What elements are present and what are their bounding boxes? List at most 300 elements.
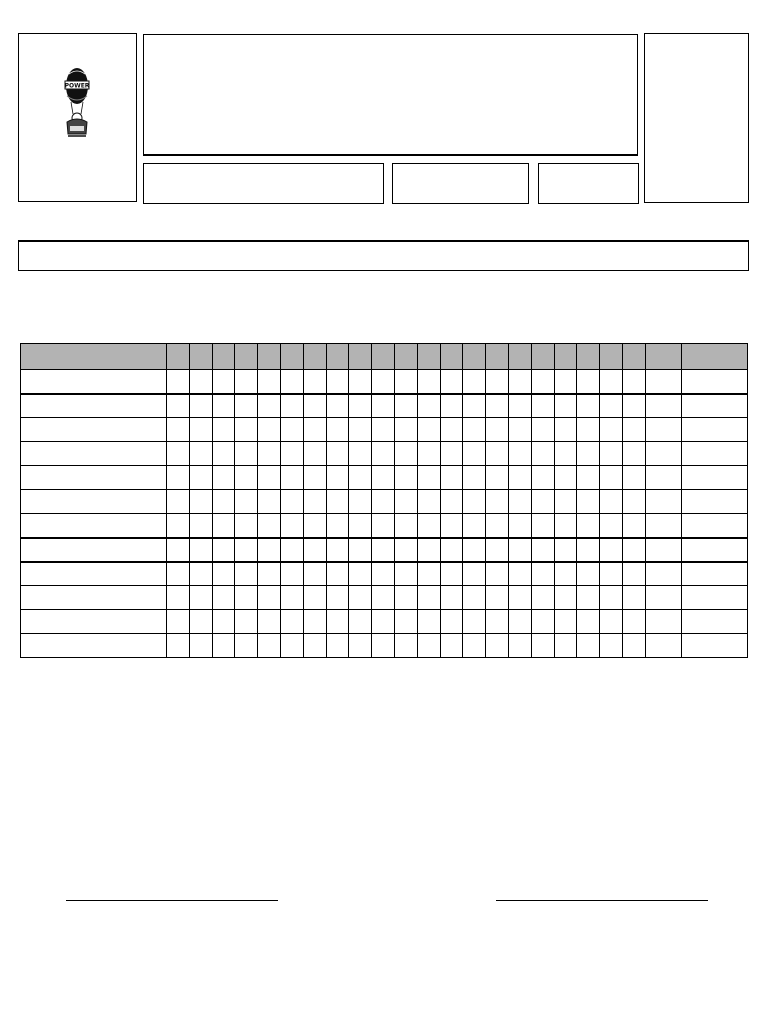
- table-cell[interactable]: [417, 394, 440, 418]
- table-cell[interactable]: [440, 610, 463, 634]
- table-cell[interactable]: [212, 586, 235, 610]
- table-cell[interactable]: [349, 586, 372, 610]
- table-cell[interactable]: [189, 370, 212, 394]
- table-cell[interactable]: [531, 610, 554, 634]
- table-cell[interactable]: [554, 418, 577, 442]
- table-cell[interactable]: [554, 634, 577, 658]
- table-cell[interactable]: [303, 418, 326, 442]
- table-cell[interactable]: [372, 514, 395, 538]
- table-cell[interactable]: [372, 442, 395, 466]
- table-cell[interactable]: [417, 490, 440, 514]
- table-cell[interactable]: [349, 442, 372, 466]
- row-label-cell[interactable]: [21, 562, 167, 586]
- table-cell[interactable]: [212, 394, 235, 418]
- table-cell[interactable]: [212, 634, 235, 658]
- table-cell[interactable]: [394, 370, 417, 394]
- table-cell[interactable]: [189, 442, 212, 466]
- table-cell[interactable]: [508, 370, 531, 394]
- table-cell[interactable]: [326, 442, 349, 466]
- table-cell[interactable]: [280, 610, 303, 634]
- table-cell[interactable]: [417, 610, 440, 634]
- table-cell[interactable]: [258, 562, 281, 586]
- table-cell[interactable]: [531, 514, 554, 538]
- table-cell[interactable]: [349, 466, 372, 490]
- table-cell[interactable]: [622, 418, 645, 442]
- table-cell[interactable]: [622, 442, 645, 466]
- table-cell[interactable]: [326, 634, 349, 658]
- table-cell[interactable]: [463, 418, 486, 442]
- table-cell[interactable]: [326, 418, 349, 442]
- table-cell[interactable]: [463, 466, 486, 490]
- table-cell[interactable]: [394, 442, 417, 466]
- table-cell[interactable]: [167, 514, 190, 538]
- side-field[interactable]: [644, 33, 749, 203]
- table-cell[interactable]: [486, 370, 509, 394]
- table-cell[interactable]: [508, 514, 531, 538]
- table-cell[interactable]: [372, 490, 395, 514]
- table-cell[interactable]: [212, 442, 235, 466]
- table-cell[interactable]: [417, 370, 440, 394]
- table-cell[interactable]: [326, 370, 349, 394]
- table-cell[interactable]: [440, 490, 463, 514]
- table-cell[interactable]: [463, 538, 486, 562]
- table-cell[interactable]: [349, 538, 372, 562]
- table-cell[interactable]: [486, 418, 509, 442]
- table-cell[interactable]: [645, 466, 681, 490]
- row-label-cell[interactable]: [21, 538, 167, 562]
- table-cell[interactable]: [645, 538, 681, 562]
- table-cell[interactable]: [600, 586, 623, 610]
- table-cell[interactable]: [681, 610, 747, 634]
- table-cell[interactable]: [622, 586, 645, 610]
- table-cell[interactable]: [258, 586, 281, 610]
- table-cell[interactable]: [349, 370, 372, 394]
- table-cell[interactable]: [189, 538, 212, 562]
- table-cell[interactable]: [349, 610, 372, 634]
- table-cell[interactable]: [417, 538, 440, 562]
- table-cell[interactable]: [417, 562, 440, 586]
- table-cell[interactable]: [280, 586, 303, 610]
- table-cell[interactable]: [349, 562, 372, 586]
- title-field[interactable]: [143, 34, 638, 156]
- header-cell: [486, 344, 509, 370]
- table-cell[interactable]: [486, 562, 509, 586]
- table-cell[interactable]: [531, 370, 554, 394]
- table-cell[interactable]: [258, 490, 281, 514]
- table-cell[interactable]: [212, 490, 235, 514]
- table-cell[interactable]: [463, 490, 486, 514]
- row-label-cell[interactable]: [21, 466, 167, 490]
- table-cell[interactable]: [189, 466, 212, 490]
- header-cell: [235, 344, 258, 370]
- table-cell[interactable]: [600, 418, 623, 442]
- table-cell[interactable]: [303, 610, 326, 634]
- table-cell[interactable]: [212, 418, 235, 442]
- table-cell[interactable]: [645, 394, 681, 418]
- table-cell[interactable]: [577, 514, 600, 538]
- table-cell[interactable]: [303, 466, 326, 490]
- table-cell[interactable]: [189, 586, 212, 610]
- table-cell[interactable]: [167, 394, 190, 418]
- table-cell[interactable]: [349, 418, 372, 442]
- table-cell[interactable]: [167, 610, 190, 634]
- row-label-cell[interactable]: [21, 610, 167, 634]
- table-cell[interactable]: [212, 514, 235, 538]
- table-cell[interactable]: [681, 442, 747, 466]
- table-cell[interactable]: [167, 418, 190, 442]
- table-cell[interactable]: [258, 394, 281, 418]
- table-cell[interactable]: [189, 394, 212, 418]
- table-cell[interactable]: [531, 634, 554, 658]
- table-cell[interactable]: [258, 514, 281, 538]
- table-cell[interactable]: [167, 370, 190, 394]
- table-cell[interactable]: [681, 418, 747, 442]
- table-cell[interactable]: [645, 634, 681, 658]
- table-cell[interactable]: [440, 370, 463, 394]
- table-cell[interactable]: [622, 562, 645, 586]
- table-cell[interactable]: [600, 394, 623, 418]
- table-cell[interactable]: [508, 562, 531, 586]
- table-cell[interactable]: [486, 610, 509, 634]
- table-cell[interactable]: [258, 370, 281, 394]
- table-cell[interactable]: [349, 490, 372, 514]
- table-cell[interactable]: [417, 442, 440, 466]
- table-cell[interactable]: [554, 394, 577, 418]
- table-cell[interactable]: [212, 466, 235, 490]
- table-cell[interactable]: [577, 538, 600, 562]
- table-cell[interactable]: [440, 538, 463, 562]
- table-cell[interactable]: [235, 634, 258, 658]
- table-cell[interactable]: [189, 490, 212, 514]
- table-cell[interactable]: [189, 562, 212, 586]
- table-cell[interactable]: [394, 610, 417, 634]
- table-cell[interactable]: [235, 442, 258, 466]
- table-cell[interactable]: [645, 490, 681, 514]
- table-cell[interactable]: [486, 586, 509, 610]
- header-cell: [303, 344, 326, 370]
- table-cell[interactable]: [600, 562, 623, 586]
- table-cell[interactable]: [167, 538, 190, 562]
- table-cell[interactable]: [167, 562, 190, 586]
- table-cell[interactable]: [622, 490, 645, 514]
- table-cell[interactable]: [577, 370, 600, 394]
- table-cell[interactable]: [258, 418, 281, 442]
- table-cell[interactable]: [189, 610, 212, 634]
- table-cell[interactable]: [622, 538, 645, 562]
- table-cell[interactable]: [394, 538, 417, 562]
- table-cell[interactable]: [645, 586, 681, 610]
- table-cell[interactable]: [394, 562, 417, 586]
- table-cell[interactable]: [622, 466, 645, 490]
- table-cell[interactable]: [394, 466, 417, 490]
- table-cell[interactable]: [508, 394, 531, 418]
- table-cell[interactable]: [600, 370, 623, 394]
- table-cell[interactable]: [394, 394, 417, 418]
- table-cell[interactable]: [531, 562, 554, 586]
- table-cell[interactable]: [258, 634, 281, 658]
- table-cell[interactable]: [486, 514, 509, 538]
- table-cell[interactable]: [681, 466, 747, 490]
- table-cell[interactable]: [303, 442, 326, 466]
- table-cell[interactable]: [372, 370, 395, 394]
- table-cell[interactable]: [326, 394, 349, 418]
- info-field-3[interactable]: [538, 163, 639, 204]
- table-cell[interactable]: [326, 490, 349, 514]
- logo: [62, 66, 92, 142]
- table-cell[interactable]: [280, 490, 303, 514]
- table-cell[interactable]: [372, 634, 395, 658]
- table-cell[interactable]: [577, 418, 600, 442]
- row-label-cell[interactable]: [21, 418, 167, 442]
- table-cell[interactable]: [463, 610, 486, 634]
- table-cell[interactable]: [463, 442, 486, 466]
- table-cell[interactable]: [258, 610, 281, 634]
- table-cell[interactable]: [212, 610, 235, 634]
- table-cell[interactable]: [531, 538, 554, 562]
- info-field-1[interactable]: [143, 163, 384, 204]
- table-cell[interactable]: [417, 514, 440, 538]
- table-cell[interactable]: [167, 634, 190, 658]
- table-cell[interactable]: [394, 586, 417, 610]
- table-cell[interactable]: [554, 586, 577, 610]
- table-cell[interactable]: [600, 538, 623, 562]
- table-cell[interactable]: [486, 466, 509, 490]
- table-cell[interactable]: [531, 586, 554, 610]
- table-cell[interactable]: [303, 538, 326, 562]
- table-cell[interactable]: [622, 514, 645, 538]
- table-cell[interactable]: [235, 562, 258, 586]
- table-cell[interactable]: [280, 370, 303, 394]
- table-cell[interactable]: [600, 442, 623, 466]
- table-cell[interactable]: [326, 610, 349, 634]
- table-cell[interactable]: [372, 562, 395, 586]
- table-cell[interactable]: [463, 586, 486, 610]
- table-cell[interactable]: [280, 634, 303, 658]
- table-cell[interactable]: [417, 466, 440, 490]
- table-cell[interactable]: [554, 370, 577, 394]
- table-cell[interactable]: [440, 466, 463, 490]
- table-cell[interactable]: [189, 514, 212, 538]
- table-cell[interactable]: [508, 466, 531, 490]
- header-cell: [326, 344, 349, 370]
- table-cell[interactable]: [486, 634, 509, 658]
- table-cell[interactable]: [303, 586, 326, 610]
- table-cell[interactable]: [645, 562, 681, 586]
- table-cell[interactable]: [486, 490, 509, 514]
- table-cell[interactable]: [372, 418, 395, 442]
- table-cell[interactable]: [235, 586, 258, 610]
- table-cell[interactable]: [508, 418, 531, 442]
- table-cell[interactable]: [394, 418, 417, 442]
- table-cell[interactable]: [372, 466, 395, 490]
- table-cell[interactable]: [531, 442, 554, 466]
- table-cell[interactable]: [463, 634, 486, 658]
- table-cell[interactable]: [326, 514, 349, 538]
- table-cell[interactable]: [600, 634, 623, 658]
- table-cell[interactable]: [681, 394, 747, 418]
- table-cell[interactable]: [681, 538, 747, 562]
- table-cell[interactable]: [167, 490, 190, 514]
- table-cell[interactable]: [681, 634, 747, 658]
- table-cell[interactable]: [622, 610, 645, 634]
- table-cell[interactable]: [508, 490, 531, 514]
- table-cell[interactable]: [681, 490, 747, 514]
- table-cell[interactable]: [486, 394, 509, 418]
- table-cell[interactable]: [235, 394, 258, 418]
- table-cell[interactable]: [258, 538, 281, 562]
- row-label-cell[interactable]: [21, 586, 167, 610]
- table-cell[interactable]: [440, 586, 463, 610]
- table-cell[interactable]: [417, 418, 440, 442]
- table-cell[interactable]: [303, 562, 326, 586]
- table-cell[interactable]: [463, 562, 486, 586]
- table-cell[interactable]: [600, 490, 623, 514]
- table-cell[interactable]: [622, 394, 645, 418]
- table-cell[interactable]: [577, 562, 600, 586]
- table-cell[interactable]: [167, 466, 190, 490]
- table-cell[interactable]: [303, 634, 326, 658]
- table-cell[interactable]: [189, 418, 212, 442]
- table-cell[interactable]: [258, 466, 281, 490]
- table-cell[interactable]: [235, 490, 258, 514]
- table-cell[interactable]: [531, 490, 554, 514]
- table-cell[interactable]: [554, 490, 577, 514]
- table-cell[interactable]: [645, 370, 681, 394]
- table-cell[interactable]: [645, 418, 681, 442]
- row-label-cell[interactable]: [21, 514, 167, 538]
- table-cell[interactable]: [235, 610, 258, 634]
- table-cell[interactable]: [372, 586, 395, 610]
- table-cell[interactable]: [235, 418, 258, 442]
- table-cell[interactable]: [326, 466, 349, 490]
- table-cell[interactable]: [577, 490, 600, 514]
- table-cell[interactable]: [600, 466, 623, 490]
- table-cell[interactable]: [212, 538, 235, 562]
- table-cell[interactable]: [622, 634, 645, 658]
- table-cell[interactable]: [326, 562, 349, 586]
- table-cell[interactable]: [508, 538, 531, 562]
- table-cell[interactable]: [372, 394, 395, 418]
- banner-field[interactable]: [18, 240, 749, 271]
- table-cell[interactable]: [622, 370, 645, 394]
- row-label-cell[interactable]: [21, 490, 167, 514]
- table-cell[interactable]: [577, 586, 600, 610]
- table-cell[interactable]: [349, 514, 372, 538]
- table-cell[interactable]: [235, 538, 258, 562]
- table-cell[interactable]: [394, 634, 417, 658]
- table-cell[interactable]: [681, 586, 747, 610]
- table-cell[interactable]: [554, 466, 577, 490]
- table-cell[interactable]: [577, 442, 600, 466]
- table-cell[interactable]: [417, 586, 440, 610]
- table-cell[interactable]: [681, 514, 747, 538]
- table-cell[interactable]: [349, 394, 372, 418]
- info-field-2[interactable]: [392, 163, 529, 204]
- table-cell[interactable]: [440, 514, 463, 538]
- table-cell[interactable]: [577, 634, 600, 658]
- table-cell[interactable]: [577, 610, 600, 634]
- table-cell[interactable]: [280, 466, 303, 490]
- table-cell[interactable]: [531, 418, 554, 442]
- table-cell[interactable]: [531, 466, 554, 490]
- table-cell[interactable]: [280, 514, 303, 538]
- table-cell[interactable]: [681, 370, 747, 394]
- table-cell[interactable]: [440, 634, 463, 658]
- table-cell[interactable]: [645, 442, 681, 466]
- table-cell[interactable]: [577, 466, 600, 490]
- table-cell[interactable]: [645, 514, 681, 538]
- table-cell[interactable]: [531, 394, 554, 418]
- table-cell[interactable]: [554, 442, 577, 466]
- table-cell[interactable]: [326, 538, 349, 562]
- table-cell[interactable]: [645, 610, 681, 634]
- table-cell[interactable]: [554, 610, 577, 634]
- table-cell[interactable]: [235, 514, 258, 538]
- table-cell[interactable]: [167, 586, 190, 610]
- table-cell[interactable]: [167, 442, 190, 466]
- table-cell[interactable]: [417, 634, 440, 658]
- table-cell[interactable]: [508, 442, 531, 466]
- table-cell[interactable]: [486, 538, 509, 562]
- table-cell[interactable]: [349, 634, 372, 658]
- table-cell[interactable]: [280, 442, 303, 466]
- header-cell: [531, 344, 554, 370]
- table-cell[interactable]: [258, 442, 281, 466]
- table-cell[interactable]: [440, 562, 463, 586]
- table-cell[interactable]: [394, 490, 417, 514]
- table-cell[interactable]: [303, 370, 326, 394]
- table-cell[interactable]: [326, 586, 349, 610]
- table-cell[interactable]: [372, 610, 395, 634]
- row-label-cell[interactable]: [21, 394, 167, 418]
- table-cell[interactable]: [303, 394, 326, 418]
- table-cell[interactable]: [577, 394, 600, 418]
- table-cell[interactable]: [554, 514, 577, 538]
- table-cell[interactable]: [235, 370, 258, 394]
- table-cell[interactable]: [189, 634, 212, 658]
- table-cell[interactable]: [440, 418, 463, 442]
- table-cell[interactable]: [681, 562, 747, 586]
- table-cell[interactable]: [600, 514, 623, 538]
- table-cell[interactable]: [554, 562, 577, 586]
- table-cell[interactable]: [463, 514, 486, 538]
- table-cell[interactable]: [280, 562, 303, 586]
- table-cell[interactable]: [280, 418, 303, 442]
- table-cell[interactable]: [212, 562, 235, 586]
- table-cell[interactable]: [280, 394, 303, 418]
- table-cell[interactable]: [486, 442, 509, 466]
- row-label-cell[interactable]: [21, 370, 167, 394]
- table-cell[interactable]: [440, 394, 463, 418]
- table-cell[interactable]: [235, 466, 258, 490]
- table-cell[interactable]: [508, 586, 531, 610]
- table-cell[interactable]: [303, 490, 326, 514]
- row-label-cell[interactable]: [21, 634, 167, 658]
- table-cell[interactable]: [394, 514, 417, 538]
- table-cell[interactable]: [554, 538, 577, 562]
- table-cell[interactable]: [508, 634, 531, 658]
- table-cell[interactable]: [440, 442, 463, 466]
- table-cell[interactable]: [212, 370, 235, 394]
- table-cell[interactable]: [463, 370, 486, 394]
- table-cell[interactable]: [463, 394, 486, 418]
- table-cell[interactable]: [303, 514, 326, 538]
- table-cell[interactable]: [508, 610, 531, 634]
- table-cell[interactable]: [372, 538, 395, 562]
- row-label-cell[interactable]: [21, 442, 167, 466]
- table-cell[interactable]: [280, 538, 303, 562]
- table-cell[interactable]: [600, 610, 623, 634]
